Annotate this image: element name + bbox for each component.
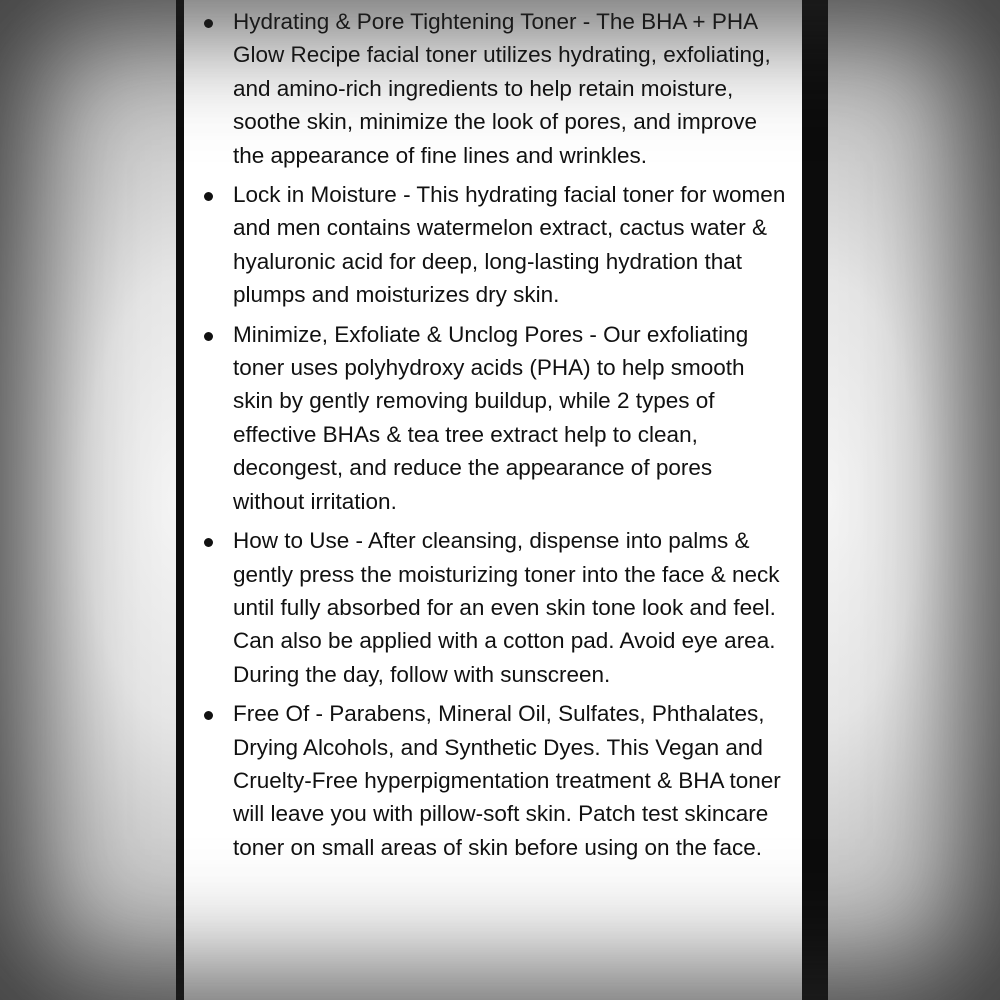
bullet-item-lock-in-moisture xyxy=(184,178,802,312)
bullet-dot-icon xyxy=(204,711,213,720)
bullet-item-minimize-pores xyxy=(184,318,802,518)
bullet-text: Minimize, Exfoliate & Unclog Pores - Our exfoliating toner uses polyhydroxy acids (PHA) to help smooth skin by gently removing buildup, while 2 types of effective BHAs & tea tree extract help to clean, decongest, and reduce the appearance of pores without irritation. xyxy=(233,321,749,514)
left-border-strip xyxy=(176,0,184,1000)
bullet-item-hydrating-toner xyxy=(184,5,802,172)
bullet-item-how-to-use xyxy=(184,524,802,691)
right-border-strip xyxy=(802,0,828,1000)
left-background xyxy=(0,0,176,1000)
bullet-item-free-of xyxy=(184,697,802,864)
bullet-text: Hydrating & Pore Tightening Toner - The BHA + PHA Glow Recipe facial toner utilizes hydrating, exfoliating, and amino-rich ingredients to help retain moisture, soothe skin, minimize the look of pores, and improve the appearance of fine lines and wrinkles. xyxy=(233,9,771,168)
right-background xyxy=(828,0,1000,1000)
bullet-text: Free Of - Parabens, Mineral Oil, Sulfates, Phthalates, Drying Alcohols, and Synthetic Dyes. This Vegan and Cruelty-Free hyperpigmentation treatment & BHA toner will leave you with pillow-soft skin. Patch test skincare toner on small areas of skin before using on the face. xyxy=(233,701,781,860)
bullet-dot-icon xyxy=(204,538,213,547)
bullet-text: How to Use - After cleansing, dispense into palms & gently press the moisturizing toner into the face & neck until fully absorbed for an even skin tone look and feel. Can also be applied with a cotton pad. Avoid eye area. During the day, follow with sunscreen. xyxy=(233,528,780,687)
bullet-dot-icon xyxy=(204,192,213,201)
bullet-dot-icon xyxy=(204,19,213,28)
bullet-list xyxy=(184,5,802,870)
document-page xyxy=(184,0,802,1000)
bullet-text: Lock in Moisture - This hydrating facial toner for women and men contains watermelon extract, cactus water & hyaluronic acid for deep, long-lasting hydration that plumps and moisturizes dry skin. xyxy=(233,182,786,308)
bullet-dot-icon xyxy=(204,332,213,341)
